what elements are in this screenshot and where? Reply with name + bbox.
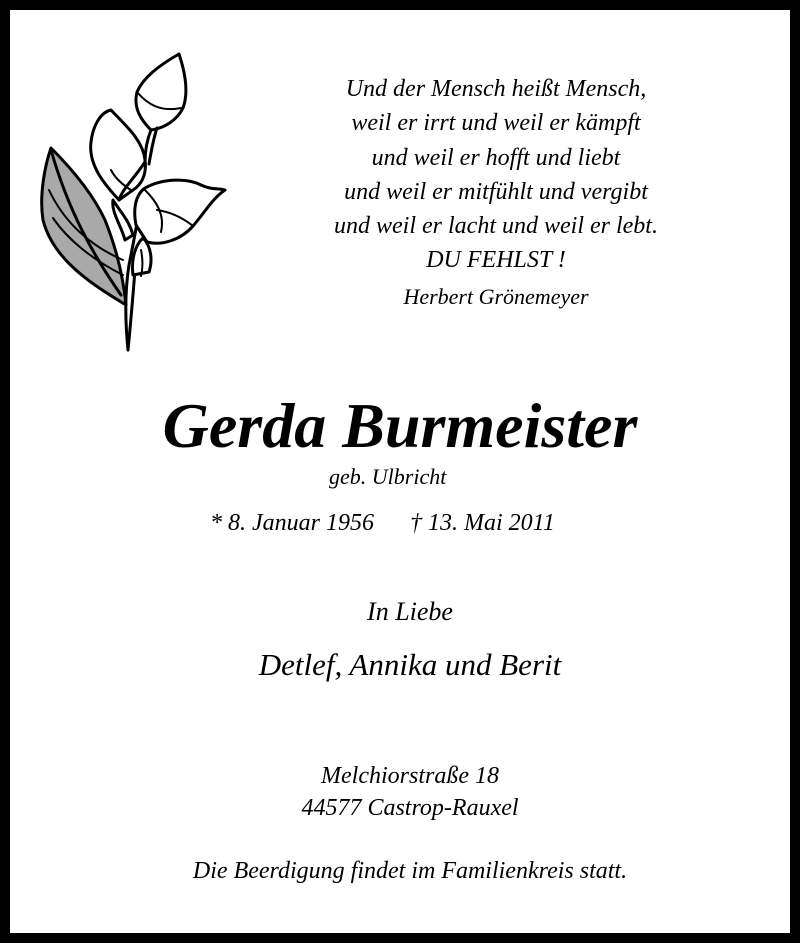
funeral-note: Die Beerdigung findet im Familienkreis statt. (192, 858, 628, 884)
poem-author: Herbert Grönemeyer (403, 283, 589, 309)
birth-name: geb. Ulbricht (329, 464, 447, 489)
address (0, 760, 800, 824)
poem-line: weil er irrt und weil er kämpft (351, 110, 641, 137)
poem-line: und weil er hofft und liebt (371, 144, 621, 171)
poem-line: Und der Mensch heißt Mensch, (345, 76, 647, 102)
deceased-name: Gerda Burmeister (162, 390, 638, 461)
address-street: Melchiorstraße 18 (321, 763, 499, 789)
death-date: † 13. Mai 2011 (410, 510, 555, 536)
address-city: 44577 Castrop-Rauxel (301, 795, 519, 821)
poem-line: und weil er lacht und weil er lebt. (334, 213, 658, 240)
birth-date: * 8. Januar 1956 (210, 510, 374, 536)
poem (296, 72, 696, 314)
poem-line: und weil er mitfühlt und vergibt (344, 178, 648, 205)
calla-lily-icon (33, 50, 228, 355)
poem-line: DU FEHLST ! (426, 247, 566, 274)
mourners-names: Detlef, Annika und Berit (258, 647, 562, 682)
mourners-intro: In Liebe (367, 597, 453, 626)
life-dates (210, 510, 555, 537)
